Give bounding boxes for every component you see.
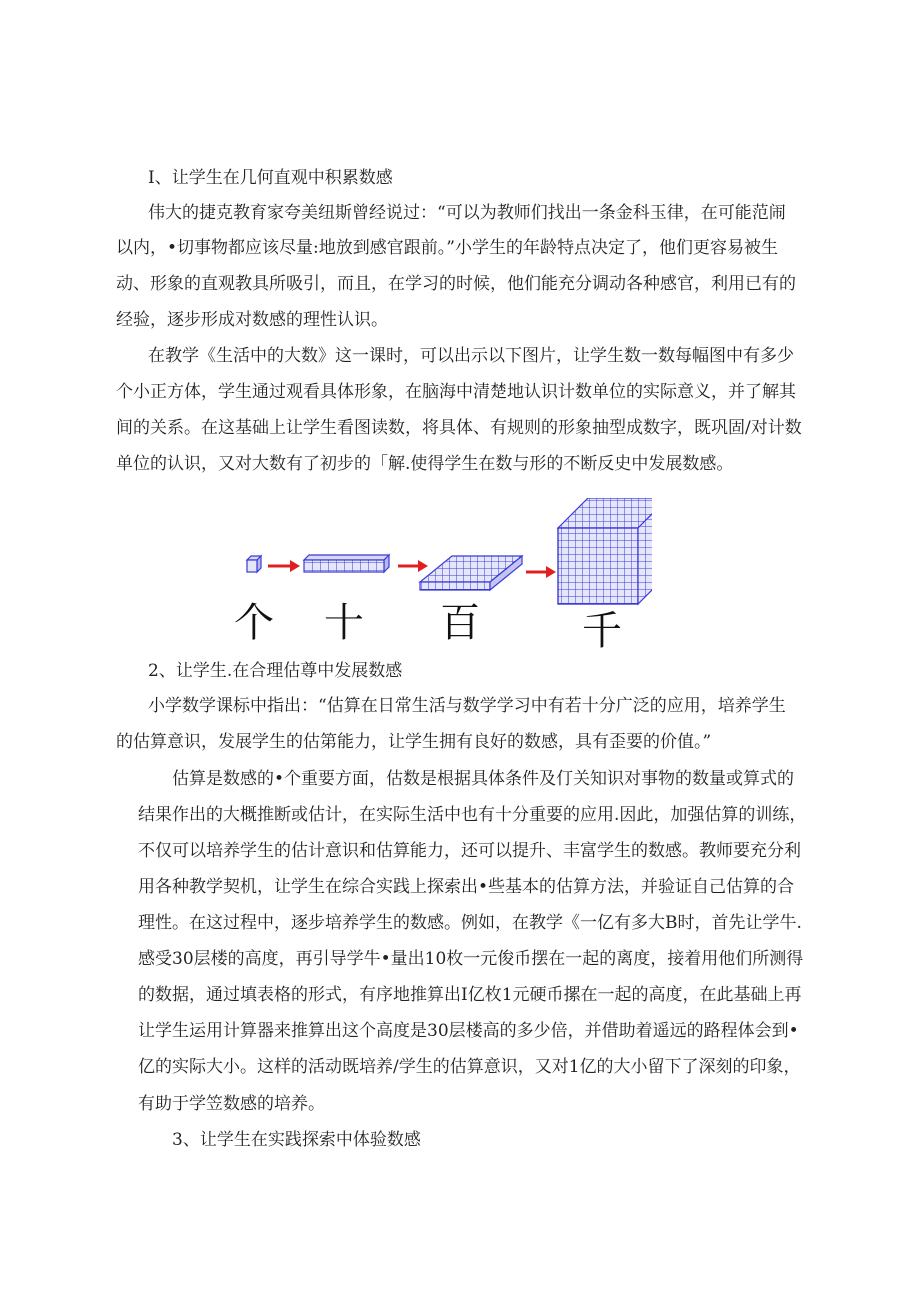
- arrow-icon: [398, 560, 428, 572]
- label-bai: 百: [440, 600, 480, 646]
- section2-para2-line4: 用各种教学契机，让学生在综合实践上探索出•些基本的估算方法，并验证自己估算的合: [138, 877, 795, 897]
- section2-para2-line9: 亿的实际大小。这样的活动既培养/学生的估算意识，又对1亿的大小留下了深刻的印象，: [138, 1057, 801, 1077]
- section1-para2-line2: 个小正方体，学生通过观看具体形象，在脑海中清楚地认识计数单位的实际意义，并了解其: [116, 382, 796, 402]
- section2-para2-line5: 理性。在这过程中，逐步培养学生的数感。例如，在教学《一亿有多大B时，首先让学牛.: [138, 913, 802, 933]
- section2-heading: 2、让学生.在合理估尊中发展数感: [148, 661, 403, 681]
- section2-para2-line6: 感受30层楼的高度，再引导学牛•量出10枚一元俊币摆在一起的离度，接着用他们所测得: [138, 949, 804, 969]
- section1-para2-line1: 在教学《生活中的大数》这一课时，可以出示以下图片，让学生数一数每幅图中有多少: [148, 346, 794, 366]
- section2-para2-line10: 有助于学笠数感的培养。: [138, 1094, 325, 1114]
- section2-para1-line1: 小学数学课标中指出：“估算在日常生活与数学学习中有若十分广泛的应用，培养学生: [148, 696, 786, 716]
- label-ge: 个: [234, 600, 274, 646]
- section1-para2-line3: 间的关系。在这基础上让学生看图读数，将具体、有规则的形象抽型成数字，既巩固/对计数: [116, 418, 802, 438]
- arrow-icon: [526, 566, 556, 578]
- section1-para1-line3: 动、形象的直观教具所吸引，而且，在学习的时候，他们能充分调动各种感官，利用已有的: [116, 274, 796, 294]
- place-value-illustration: [232, 498, 652, 650]
- section1-para1-line4: 经验，逐步形成对数感的理性认识。: [116, 310, 388, 330]
- arrow-icon: [268, 560, 300, 572]
- label-qian: 千: [582, 608, 622, 650]
- hundred-flat-icon: [420, 556, 522, 590]
- unit-cube-icon: [247, 556, 261, 572]
- section2-para2-line3: 不仅可以培养学生的估计意识和估算能力，还可以提升、丰富学生的数感。教师要充分利: [138, 841, 801, 861]
- section1-heading: I、让学生在几何直观中积累数感: [148, 168, 393, 188]
- section1-para1-line1: 伟大的捷克教育家夸美纽斯曾经说过：“可以为教师们找出一条金科玉律，在可能范闹: [148, 203, 786, 223]
- section1-para2-line4: 单位的认识，又对大数有了初步的「解.使得学生在数与形的不断反史中发展数感。: [116, 454, 734, 474]
- place-value-figure: [232, 498, 652, 650]
- section2-para2-line2: 结果作出的大概推断或估计，在实际生活中也有十分重要的应用.因此，加强估算的训练，: [138, 805, 807, 825]
- section2-para2-line7: 的数据，通过填表格的形式，有序地推算出I亿枚1元硬币摞在一起的高度，在此基础上再: [138, 985, 802, 1005]
- section2-para2-line1: 估算是数感的•个重要方面，估数是根据具体条件及仃关知识对事物的数量或算式的: [172, 769, 795, 789]
- label-shi: 十: [324, 600, 364, 646]
- section1-para1-line2: 以内，•切事物都应该尽量:地放到感官跟前。”小学生的年龄特点决定了，他们更容易被生: [116, 238, 778, 258]
- ten-rod-icon: [304, 555, 389, 572]
- thousand-cube-icon: [558, 498, 652, 604]
- section2-para2-line8: 让学生运用计算器来推算出这个高度是30层楼高的多少倍，并借助着遥远的路程体会到•: [138, 1021, 799, 1041]
- section3-heading: 3、让学生在实践探索中体验数感: [172, 1130, 421, 1150]
- section2-para1-line2: 的估算意识，发展学生的估第能力，让学生拥有良好的数感，具有歪要的价值。”: [116, 732, 712, 752]
